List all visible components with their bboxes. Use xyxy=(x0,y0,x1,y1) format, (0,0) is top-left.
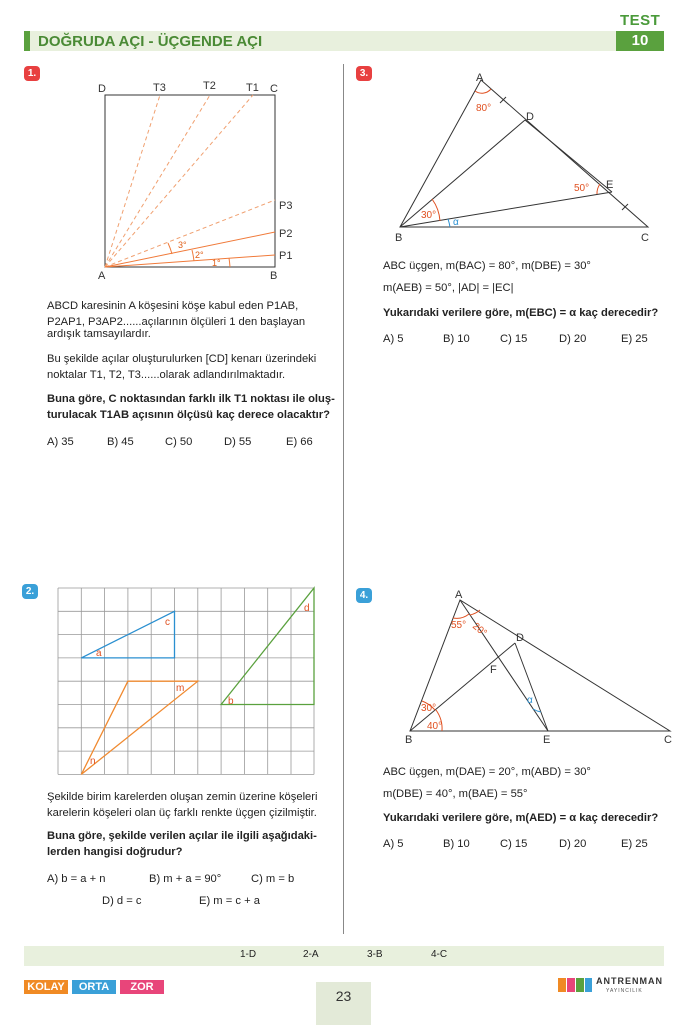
label-c: C xyxy=(641,232,649,244)
q2-text-line-1: Şekilde birim karelerden oluşan zemin üzerine köşeleri xyxy=(47,791,318,803)
q3-option-e[interactable]: E) 25 xyxy=(621,333,648,345)
answer-1: 1-D xyxy=(240,949,257,960)
q1-question-line-2: turulacak T1AB açısının ölçüsü kaç derece olacaktır? xyxy=(47,409,330,421)
angle-30-label: 30° xyxy=(421,210,437,221)
q3-triangle-figure xyxy=(390,70,660,245)
q1-text-2-line-1: Bu şekilde açılar oluşturulurken [CD] kenarı üzerindeki xyxy=(47,353,317,365)
q3-option-a[interactable]: A) 5 xyxy=(383,333,404,345)
answer-2: 2-A xyxy=(303,949,319,960)
angle-d-label: d xyxy=(304,603,310,614)
answer-key-bar xyxy=(24,946,664,966)
label-p2: P2 xyxy=(279,228,293,240)
question-3-number: 3. xyxy=(356,66,372,81)
segment-de xyxy=(515,643,548,731)
angle-n-label: n xyxy=(90,756,96,767)
segment-ae xyxy=(460,600,548,731)
q1-text-1 xyxy=(47,298,330,342)
q3-given-line-1: ABC üçgen, m(BAC) = 80°, m(DBE) = 30° xyxy=(383,260,591,272)
q3-option-b[interactable]: B) 10 xyxy=(443,333,470,345)
test-number: 10 xyxy=(616,31,664,51)
q2-option-b[interactable]: B) m + a = 90° xyxy=(149,873,222,885)
q1-option-c[interactable]: C) 50 xyxy=(165,436,193,448)
question-1-number: 1. xyxy=(24,66,40,81)
brand-subtitle: YAYINCILIK xyxy=(606,988,643,994)
q4-given xyxy=(383,764,673,802)
label-t1: T1 xyxy=(246,82,259,94)
angle-a-label: a xyxy=(96,648,102,659)
answer-3: 3-B xyxy=(367,949,383,960)
angle-m-label: m xyxy=(176,683,185,694)
line-a-t3 xyxy=(105,95,160,267)
segment-bd xyxy=(410,643,515,731)
arc-e xyxy=(597,184,600,194)
label-f: F xyxy=(490,664,497,676)
q2-question-line-1: Buna göre, şekilde verilen açılar ile ilgili aşağıdaki- xyxy=(47,830,317,842)
angle-55-label: 55° xyxy=(451,620,467,631)
label-e: E xyxy=(543,734,551,746)
q1-option-b[interactable]: B) 45 xyxy=(107,436,134,448)
q1-option-e[interactable]: E) 66 xyxy=(286,436,313,448)
angle-alpha-label: α xyxy=(527,695,533,706)
q3-question: Yukarıdaki verilere göre, m(EBC) = α kaç derecedir? xyxy=(383,307,659,319)
line-a-p2 xyxy=(105,232,275,267)
q4-option-a[interactable]: A) 5 xyxy=(383,838,404,850)
angle-20-label: 20° xyxy=(470,620,489,640)
label-a: A xyxy=(476,72,484,84)
q1-question xyxy=(47,391,337,423)
q1-text-1-line-2: P2AP1, P3AP2......açılarının ölçüleri 1 den başlayan xyxy=(47,316,306,328)
level-medium-tag: ORTA xyxy=(72,980,116,994)
question-4-number: 4. xyxy=(356,588,372,603)
header-accent xyxy=(24,31,30,51)
test-label: TEST xyxy=(620,12,661,29)
q1-option-d[interactable]: D) 55 xyxy=(224,436,252,448)
label-p3: P3 xyxy=(279,200,293,212)
q2-option-c[interactable]: C) m = b xyxy=(251,873,295,885)
angle-alpha-label: α xyxy=(453,217,459,228)
q4-option-e[interactable]: E) 25 xyxy=(621,838,648,850)
angle-2-label: 2° xyxy=(195,250,204,260)
label-a: A xyxy=(455,589,463,601)
q3-given xyxy=(383,258,673,296)
arc-3 xyxy=(168,243,172,254)
q1-square-figure xyxy=(90,75,300,285)
line-a-t2 xyxy=(105,95,210,267)
label-d: D xyxy=(516,632,524,644)
q1-text-2 xyxy=(47,351,330,383)
q3-given-line-2: m(AEB) = 50°, |AD| = |EC| xyxy=(383,282,514,294)
q4-option-c[interactable]: C) 15 xyxy=(500,838,528,850)
segment-de xyxy=(525,120,612,192)
q1-option-a[interactable]: A) 35 xyxy=(47,436,74,448)
label-d: D xyxy=(526,111,534,123)
angle-b-label: b xyxy=(228,696,234,707)
q2-option-e[interactable]: E) m = c + a xyxy=(199,895,260,907)
q2-question-line-2: lerden hangisi doğrudur? xyxy=(47,846,183,858)
q2-option-d[interactable]: D) d = c xyxy=(102,895,142,907)
angle-3-label: 3° xyxy=(178,240,187,250)
q2-grid-figure xyxy=(52,583,322,781)
angle-1-label: 1° xyxy=(212,258,221,268)
q2-question xyxy=(47,828,337,860)
q3-option-d[interactable]: D) 20 xyxy=(559,333,587,345)
triangle-abc xyxy=(400,80,648,227)
q4-option-b[interactable]: B) 10 xyxy=(443,838,470,850)
q4-question: Yukarıdaki verilere göre, m(AED) = α kaç derecedir? xyxy=(383,812,659,824)
segment-bd xyxy=(400,120,525,227)
arc-a-55 xyxy=(453,614,469,618)
brand-name: ANTRENMAN xyxy=(596,976,663,986)
q1-text-1-line-3: ardışık tamsayılardır. xyxy=(47,328,151,340)
angle-50-label: 50° xyxy=(574,183,590,194)
column-divider xyxy=(343,64,344,934)
question-2-number: 2. xyxy=(22,584,38,599)
q1-text-1-line-1: ABCD karesinin A köşesini köşe kabul eden P1AB, xyxy=(47,300,299,312)
q2-option-a[interactable]: A) b = a + n xyxy=(47,873,106,885)
line-a-p1 xyxy=(105,255,275,267)
label-c: C xyxy=(664,734,672,746)
angle-80-label: 80° xyxy=(476,103,492,114)
arc-a xyxy=(475,89,491,93)
q4-triangle-figure xyxy=(400,585,680,750)
level-easy-tag: KOLAY xyxy=(24,980,68,994)
label-t2: T2 xyxy=(203,80,216,92)
level-hard-tag: ZOR xyxy=(120,980,164,994)
arc-2 xyxy=(192,250,194,261)
q2-text xyxy=(47,789,337,821)
angle-40-label: 40° xyxy=(427,721,443,732)
q1-text-2-line-2: noktalar T1, T2, T3......olarak adlandırılmaktadır. xyxy=(47,369,286,381)
label-e: E xyxy=(606,179,614,191)
label-b: B xyxy=(405,734,413,746)
label-d: D xyxy=(98,83,106,95)
label-t3: T3 xyxy=(153,82,166,94)
square-abcd xyxy=(105,95,275,267)
arc-a-20 xyxy=(470,610,480,615)
label-c: C xyxy=(270,83,278,95)
label-b: B xyxy=(395,232,403,244)
arc-1 xyxy=(229,258,230,267)
arc-b-alpha xyxy=(448,219,450,227)
answer-4: 4-C xyxy=(431,949,448,960)
angle-30-label: 30° xyxy=(421,703,437,714)
q2-text-line-2: karelerin köşeleri olan üç farklı renkte üçgen çizilmiştir. xyxy=(47,807,317,819)
q4-given-line-2: m(DBE) = 40°, m(BAE) = 55° xyxy=(383,788,528,800)
brand-logo-icon xyxy=(558,974,592,996)
page-number: 23 xyxy=(335,988,352,1004)
label-b: B xyxy=(270,270,278,282)
label-a: A xyxy=(98,270,106,282)
q1-question-line-1: Buna göre, C noktasından farklı ilk T1 noktası ile oluş- xyxy=(47,393,335,405)
page-title: DOĞRUDA AÇI - ÜÇGENDE AÇI xyxy=(38,33,263,50)
angle-c-label: c xyxy=(165,617,170,628)
q3-option-c[interactable]: C) 15 xyxy=(500,333,528,345)
q4-given-line-1: ABC üçgen, m(DAE) = 20°, m(ABD) = 30° xyxy=(383,766,591,778)
label-p1: P1 xyxy=(279,250,293,262)
q4-option-d[interactable]: D) 20 xyxy=(559,838,587,850)
